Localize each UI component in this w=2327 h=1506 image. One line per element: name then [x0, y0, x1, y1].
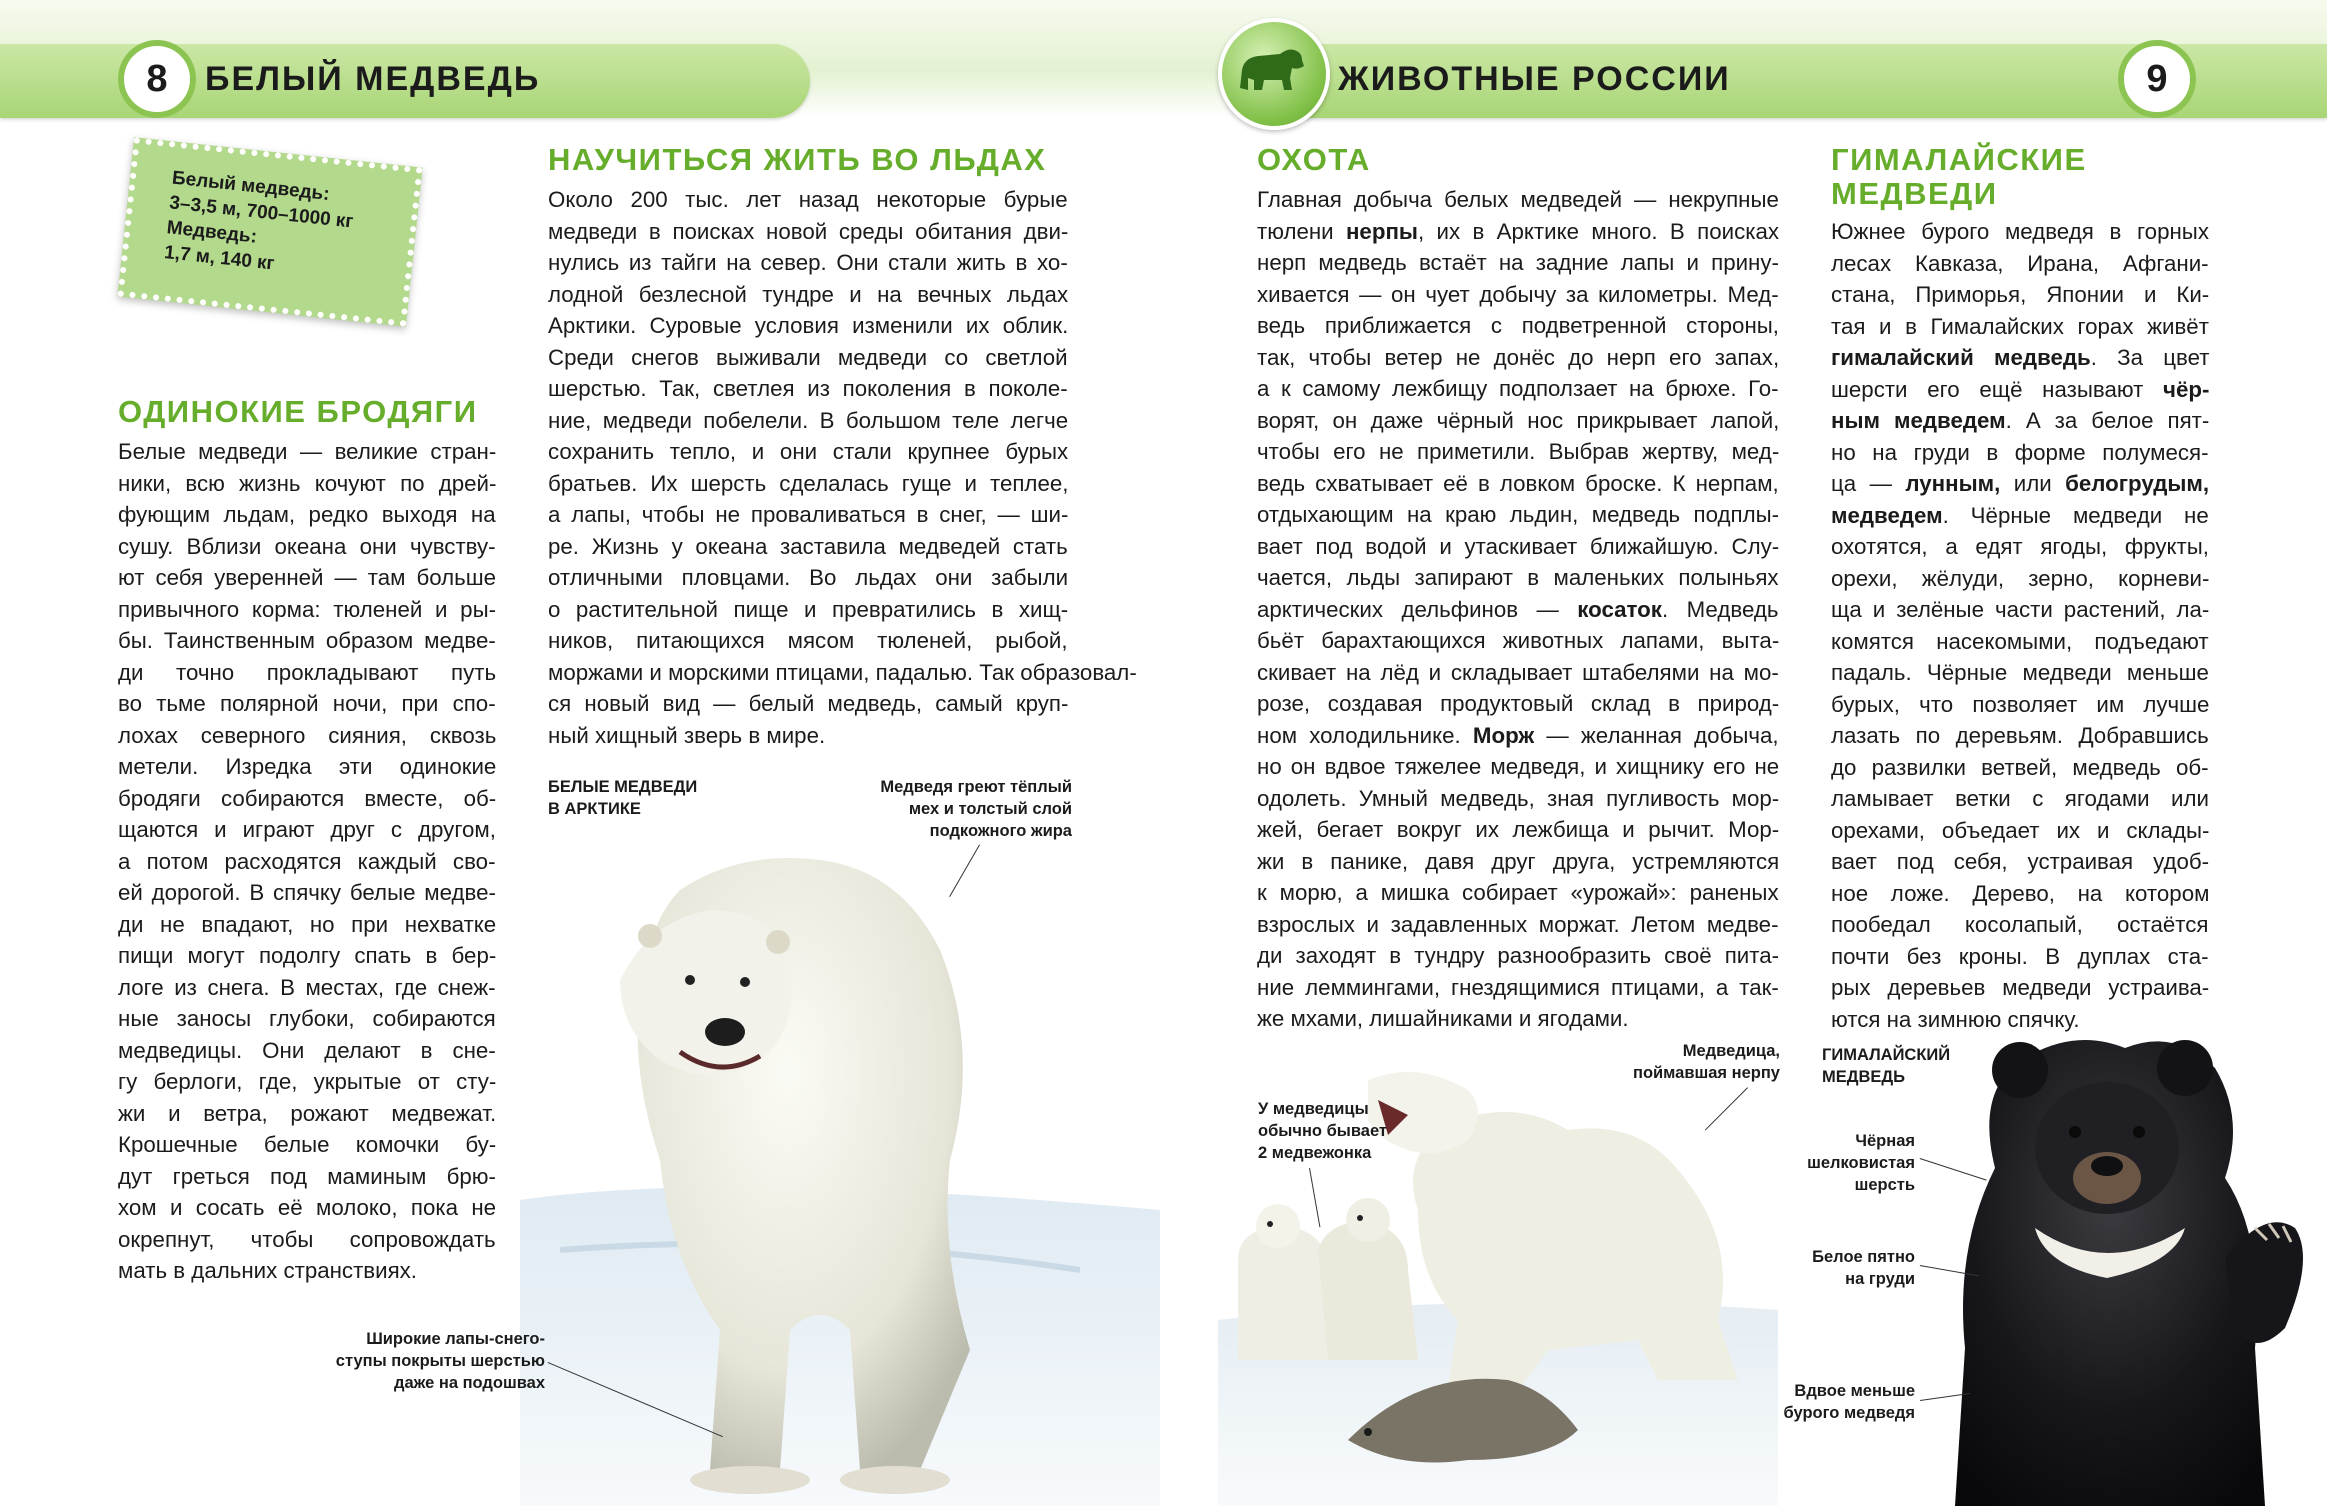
- heading-himalayan-line1: ГИМАЛАЙСКИЕ: [1831, 142, 2087, 177]
- text-line: ют себя уверенней — там больше: [118, 565, 497, 590]
- text-line: гу берлоги, где, укрытые от сту-: [118, 1069, 497, 1094]
- text-line: ное ложе. Дерево, на котором: [1831, 880, 2210, 906]
- text-line: ные заносы глубоки, собираются: [118, 1006, 496, 1031]
- caption-line: ГИМАЛАЙСКИЙ: [1822, 1046, 1951, 1064]
- text-line: лодной безлесной тундре и на вечных льдах: [548, 281, 1069, 307]
- caption-line: У медведицы: [1258, 1100, 1369, 1118]
- text-line: ние, медведи побелели. В большом теле легче: [548, 407, 1069, 433]
- page-number-left: 8: [118, 40, 196, 118]
- text-line: почти без кроны. В дуплах ста-: [1831, 943, 2209, 969]
- himalayan-bear-illustration: [1935, 1028, 2327, 1506]
- caption-line: мех и толстый слой: [908, 800, 1072, 818]
- text-line: нерп медведь встаёт на задние лапы и прину-: [1257, 250, 1779, 275]
- text-line: ники, всю жизнь кочуют по дрей-: [118, 470, 497, 496]
- caption-line: обычно бывает: [1258, 1122, 1387, 1140]
- text-line: ворят, он даже чёрный нос прикрывает лапой,: [1257, 407, 1780, 433]
- text-line: во тьме полярной ночи, при спо-: [118, 691, 496, 716]
- polar-bear-illustration: [520, 830, 1160, 1506]
- heading-learn-to-live-in-ice: НАУЧИТЬСЯ ЖИТЬ ВО ЛЬДАХ: [548, 142, 1047, 177]
- text-line: ников, питающихся мясом тюленей, рыбой,: [548, 628, 1068, 653]
- heading-lonely-wanderers: ОДИНОКИЕ БРОДЯГИ: [118, 394, 478, 429]
- caption-cubs: [1258, 1098, 1428, 1164]
- text-line: к морю, а мишка собирает «урожай»: раненых: [1257, 880, 1779, 905]
- text-line: ди точно прокладывают путь: [118, 659, 497, 685]
- text-line: охотятся, а едят ягоды, фрукты,: [1831, 534, 2209, 559]
- text-line: вает под водой и утаскивает ближайшую. Слу-: [1257, 533, 1780, 559]
- text-line: нулись из тайги на север. Они стали жить в хо-: [548, 250, 1068, 275]
- text-line: шерсти его ещё называют чёр-: [1831, 376, 2210, 402]
- text-line: ном холодильнике. Морж — желанная добыча,: [1257, 722, 1779, 748]
- caption-line: бурого медведя: [1783, 1404, 1915, 1422]
- text-line: Около 200 тыс. лет назад некоторые бурые: [548, 187, 1068, 212]
- text-line: гималайский медведь. За цвет: [1831, 345, 2210, 370]
- heading-himalayan-bears: [1831, 143, 2087, 211]
- text-line: ние леммингами, гнездящимися птицами, а так-: [1257, 974, 1779, 1000]
- text-line: хом и сосать её молоко, пока не: [118, 1195, 497, 1220]
- cubs-group: [1238, 1198, 1418, 1360]
- bear-badge-icon: [1218, 18, 1330, 130]
- text-line: жей, бегает вокруг их лежбища и рычит. Мор-: [1257, 817, 1780, 842]
- text-line: ся новый вид — белый медведь, самый круп-: [548, 691, 1069, 716]
- text-line: логе из снега. В местах, где снеж-: [118, 974, 496, 1000]
- text-line: чтобы его не приметили. Выбрав жертву, мед-: [1257, 439, 1780, 464]
- text-line: сушу. Вблизи океана они чувству-: [118, 533, 496, 559]
- text-line: падаль. Чёрные медведи меньше: [1831, 660, 2209, 685]
- text-line: Среди снегов выживали медведи со светлой: [548, 344, 1068, 370]
- text-line: Белые медведи — великие стран-: [118, 439, 497, 464]
- text-line: же мхами, лишайниками и ягодами.: [1257, 1006, 1629, 1031]
- text-line: ща и зелёные части растений, ла-: [1831, 597, 2210, 622]
- text-line: Южнее бурого медведя в горных: [1831, 219, 2209, 244]
- text-line: бродяги собираются вместе, об-: [118, 785, 497, 811]
- text-line: дут греться под маминым брю-: [118, 1163, 496, 1189]
- caption-warm-fur: [822, 776, 1072, 842]
- text-line: комятся насекомыми, подъедают: [1831, 628, 2209, 654]
- text-line: одолеть. Умный медведь, зная пугливость мор-: [1257, 785, 1780, 811]
- caption-line: шелковистая: [1807, 1154, 1915, 1172]
- size-comparison-text: Белый медведь: 3–3,5 м, 700–1000 кг Медведь: 1,7 м, 140 кг: [163, 167, 355, 275]
- text-line: ди не впадают, но при нехватке: [118, 911, 497, 937]
- text-line: бурых, что позволяет им лучше: [1831, 691, 2210, 717]
- text-line: орехи, жёлуди, зерно, корневи-: [1831, 565, 2210, 591]
- text-line: Главная добыча белых медведей — некрупные: [1257, 187, 1779, 212]
- text-line: привычного корма: тюленей и ры-: [118, 596, 497, 622]
- text-line: арктических дельфинов — косаток. Медведь: [1257, 596, 1779, 622]
- page-number-right: 9: [2118, 40, 2196, 118]
- page-title-right: ЖИВОТНЫЕ РОССИИ: [1338, 60, 1731, 98]
- text-line: взрослых и задавленных моржат. Летом медве-: [1257, 911, 1779, 937]
- text-line: ведь схватывает её в ловком броске. К нерпам,: [1257, 470, 1779, 496]
- text-line: но он вдвое тяжелее медведя, и хищнику его не: [1257, 754, 1780, 779]
- heading-hunting: ОХОТА: [1257, 142, 1371, 177]
- text-line: жи и ветра, рожают медвежат.: [118, 1100, 497, 1126]
- text-line: бы. Таинственным образом медве-: [118, 628, 496, 653]
- caption-line: Медведица,: [1682, 1042, 1780, 1060]
- text-line: моржами и морскими птицами, падалью. Так образовал-: [548, 659, 1137, 685]
- caption-line: Чёрная: [1855, 1132, 1915, 1150]
- text-line: метели. Изредка эти одинокие: [118, 754, 497, 779]
- caption-line: МЕДВЕДЬ: [1822, 1068, 1906, 1086]
- text-line: щаются и играют друг с другом,: [118, 817, 496, 842]
- text-line: шерстью. Так, светлея из поколения в поколе-: [548, 376, 1068, 401]
- caption-arctic-title: [548, 776, 697, 820]
- text-line: чается, льды запирают в маленьких полыньях: [1257, 565, 1779, 590]
- text-line: орехами, объедает их и склады-: [1831, 817, 2210, 843]
- text-hunting: [1257, 184, 1779, 1035]
- text-line: отдыхающим на краю льдин, медведь подплы-: [1257, 502, 1780, 527]
- text-line: а лапы, чтобы не проваливаться в снег, — ши-: [548, 502, 1069, 527]
- text-line: фующим льдам, редко выходя на: [118, 502, 496, 527]
- text-line: ре. Жизнь у океана заставила медведей стать: [548, 533, 1068, 559]
- text-line: тая и в Гималайских горах живёт: [1831, 313, 2209, 339]
- text-line: окрепнут, чтобы сопровождать: [118, 1226, 496, 1252]
- text-line: братьев. Их шерсть сделалась гуще и теплее,: [548, 470, 1069, 496]
- text-line: о растительной пище и превратились в хищ-: [548, 596, 1069, 622]
- text-line: Арктики. Суровые условия изменили их облик.: [548, 313, 1069, 338]
- caption-line: БЕЛЫЕ МЕДВЕДИ: [548, 778, 698, 796]
- text-line: скивает на лёд и складывает штабелями на мо-: [1257, 659, 1779, 685]
- caption-black-fur: [1760, 1130, 1915, 1196]
- text-line: ди заходят в тундру разнообразить своё пита-: [1257, 943, 1780, 968]
- text-lonely-wanderers: [118, 436, 496, 1287]
- caption-caught-seal: [1590, 1040, 1780, 1084]
- text-line: лохах северного сияния, сквозь: [118, 722, 497, 748]
- text-line: мать в дальних странствиях.: [118, 1258, 418, 1283]
- caption-wide-paws: [300, 1328, 545, 1394]
- caption-line: В АРКТИКЕ: [548, 800, 641, 818]
- text-line: лесах Кавказа, Ирана, Афгани-: [1831, 250, 2209, 276]
- caption-line: на груди: [1845, 1270, 1915, 1288]
- page-title-left: БЕЛЫЙ МЕДВЕДЬ: [205, 60, 541, 98]
- caption-line: поймавшая нерпу: [1632, 1064, 1780, 1082]
- size-comparison-stamp: [117, 137, 422, 326]
- text-line: но на груди в форме полумеся-: [1831, 439, 2209, 465]
- caption-line: ступы покрыты шерстью: [335, 1352, 545, 1370]
- text-line: ным медведем. А за белое пят-: [1831, 408, 2210, 433]
- text-line: стана, Приморья, Японии и Ки-: [1831, 282, 2210, 307]
- text-line: вает под себя, устраивая удоб-: [1831, 849, 2210, 874]
- text-line: сохранить тепло, и они стали крупнее бурых: [548, 439, 1069, 464]
- text-line: отличными пловцами. Во льдах они забыли: [548, 565, 1069, 590]
- heading-himalayan-line2: МЕДВЕДИ: [1831, 176, 1998, 211]
- text-line: так, чтобы ветер не донёс до нерп его запах,: [1257, 344, 1780, 370]
- text-line: медведицы. Они делают в сне-: [118, 1037, 496, 1063]
- text-line: пообедал косолапый, остаётся: [1831, 912, 2209, 937]
- text-line: ей дорогой. В спячку белые медве-: [118, 880, 496, 905]
- text-line: жи в панике, давя друг друга, устремляются: [1257, 848, 1780, 874]
- caption-line: Белое пятно: [1812, 1248, 1915, 1266]
- text-line: медведем. Чёрные медведи не: [1831, 502, 2209, 528]
- text-learn-to-live-in-ice: [548, 184, 1137, 751]
- caption-line: Широкие лапы-снего-: [366, 1330, 545, 1348]
- text-line: рых деревьев медведи устраива-: [1831, 975, 2210, 1000]
- text-line: розе, создавая продуктовый склад в природ-: [1257, 691, 1780, 716]
- text-line: ный хищный зверь в мире.: [548, 722, 826, 748]
- text-himalayan-bears: [1831, 216, 2209, 1035]
- text-line: ламывает ветки с ягодами или: [1831, 786, 2209, 811]
- text-line: а потом расходятся каждый сво-: [118, 848, 496, 874]
- text-line: пищи могут подолгу спать в бер-: [118, 943, 497, 968]
- text-line: Крошечные белые комочки бу-: [118, 1132, 497, 1157]
- text-line: лазать по деревьям. Добравшись: [1831, 723, 2209, 748]
- text-line: до развилки ветвей, медведь об-: [1831, 754, 2209, 780]
- caption-line: Вдвое меньше: [1794, 1382, 1915, 1400]
- caption-line: даже на подошвах: [393, 1374, 545, 1392]
- text-line: бьёт барахтающихся животных лапами, выта-: [1257, 628, 1780, 653]
- caption-line: шерсть: [1854, 1176, 1915, 1194]
- text-line: тюлени нерпы, их в Арктике много. В поисках: [1257, 218, 1780, 244]
- caption-himalayan-title: [1822, 1044, 1950, 1088]
- text-line: медведи в поисках новой среды обитания дви-: [548, 218, 1069, 244]
- text-line: ведь приближается с подветренной стороны,: [1257, 313, 1779, 338]
- text-line: ются на зимнюю спячку.: [1831, 1006, 2080, 1032]
- caption-white-patch: [1760, 1246, 1915, 1290]
- text-line: а к самому лежбищу подползает на брюхе. Го-: [1257, 376, 1779, 401]
- text-line: хивается — он чует добычу за километры. Мед-: [1257, 281, 1779, 307]
- caption-line: Медведя греют тёплый: [880, 778, 1072, 796]
- text-line: ца — лунным, или белогрудым,: [1831, 471, 2210, 496]
- caption-line: 2 медвежонка: [1258, 1144, 1372, 1162]
- caption-smaller: [1760, 1380, 1915, 1424]
- caption-line: подкожного жира: [929, 822, 1072, 840]
